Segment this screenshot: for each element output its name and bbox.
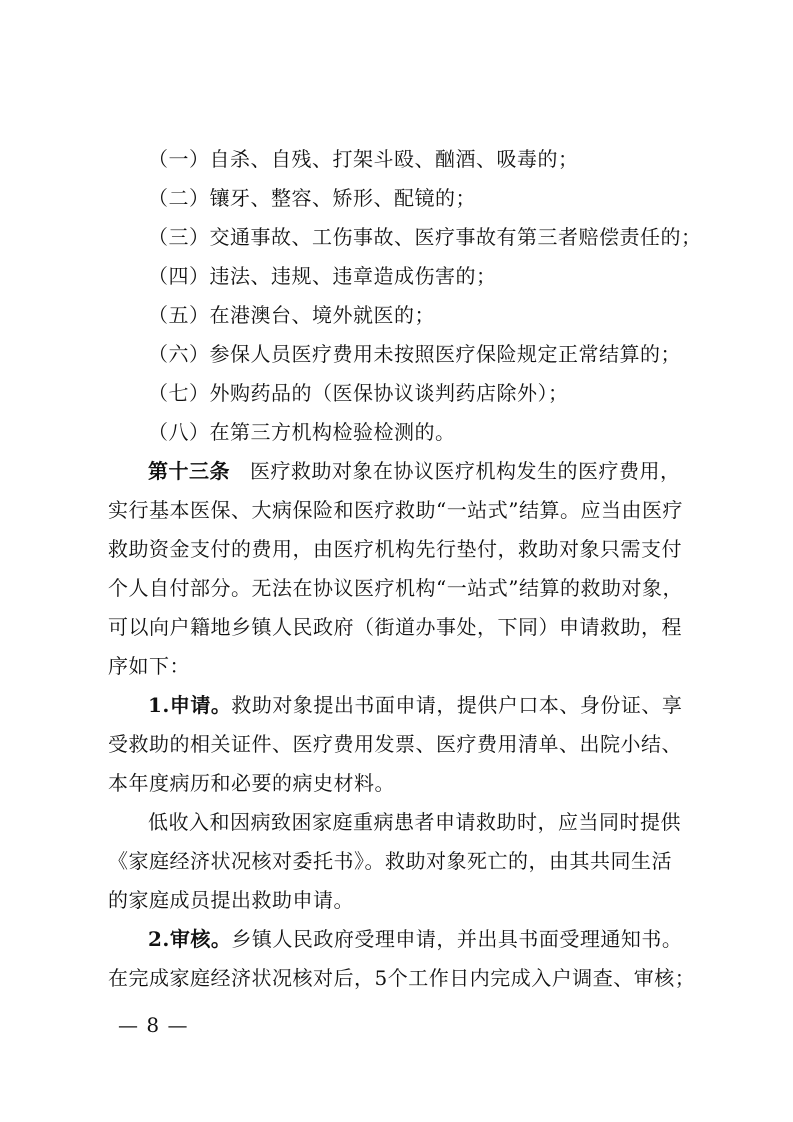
list-item: （三）交通事故、工伤事故、医疗事故有第三者赔偿责任的；	[148, 225, 702, 249]
list-item: （一）自杀、自残、打架斗殴、酗酒、吸毒的；	[148, 147, 579, 171]
step-1-first-line	[108, 686, 693, 725]
list-item: （四）违法、违规、违章造成伤害的；	[148, 264, 497, 288]
step-1-line: 本年度病历和必要的病史材料。	[108, 771, 395, 795]
step-2-paragraph	[108, 920, 696, 998]
step-1-heading: 1.申请。	[148, 693, 232, 717]
step-1-line: 受救助的相关证件、医疗费用发票、医疗费用清单、出院小结、	[108, 732, 682, 756]
page-number: — 8 —	[118, 1013, 189, 1037]
article-13-text: 医疗救助对象在协议医疗机构发生的医疗费用，	[250, 459, 681, 483]
step-1-note-paragraph	[108, 803, 693, 920]
step-1-paragraph	[108, 686, 693, 803]
list-item: （八）在第三方机构检验检测的。	[148, 420, 456, 444]
article-13-line: 实行基本医保、大病保险和医疗救助“一站式”结算。应当由医疗	[108, 498, 683, 522]
list-item: （六）参保人员医疗费用未按照医疗保险规定正常结算的；	[148, 342, 681, 366]
step-1-note-line: 低收入和因病致困家庭重病患者申请救助时，应当同时提供	[148, 810, 681, 834]
article-13-line: 个人自付部分。无法在协议医疗机构“一站式”结算的救助对象，	[108, 576, 683, 600]
article-13-line: 序如下：	[108, 654, 190, 678]
step-2-text: 乡镇人民政府受理申请，并出具书面受理通知书。	[231, 927, 683, 951]
exclusion-list	[108, 140, 702, 452]
list-item: （七）外购药品的（医保协议谈判药店除外）；	[148, 381, 569, 405]
list-item: （五）在港澳台、境外就医的；	[148, 303, 435, 327]
step-1-note-line: 《家庭经济状况核对委托书》。救助对象死亡的，由其共同生活	[108, 849, 672, 873]
step-1-note-line: 的家庭成员提出救助申请。	[108, 888, 354, 912]
article-13-heading: 第十三条	[148, 459, 230, 483]
article-13-paragraph	[108, 452, 693, 686]
article-13-line: 救助资金支付的费用，由医疗机构先行垫付，救助对象只需支付	[108, 537, 682, 561]
step-2-heading: 2.审核。	[148, 927, 232, 951]
article-13-first-line	[108, 452, 693, 491]
article-13-line: 可以向户籍地乡镇人民政府（街道办事处，下同）申请救助，程	[108, 615, 682, 639]
document-body	[108, 140, 702, 998]
list-item: （二）镶牙、整容、矫形、配镜的；	[148, 186, 476, 210]
step-2-first-line	[108, 920, 693, 959]
step-1-text: 救助对象提出书面申请，提供户口本、身份证、享	[231, 693, 683, 717]
step-2-line: 在完成家庭经济状况核对后，5个工作日内完成入户调查、审核；	[108, 966, 696, 990]
